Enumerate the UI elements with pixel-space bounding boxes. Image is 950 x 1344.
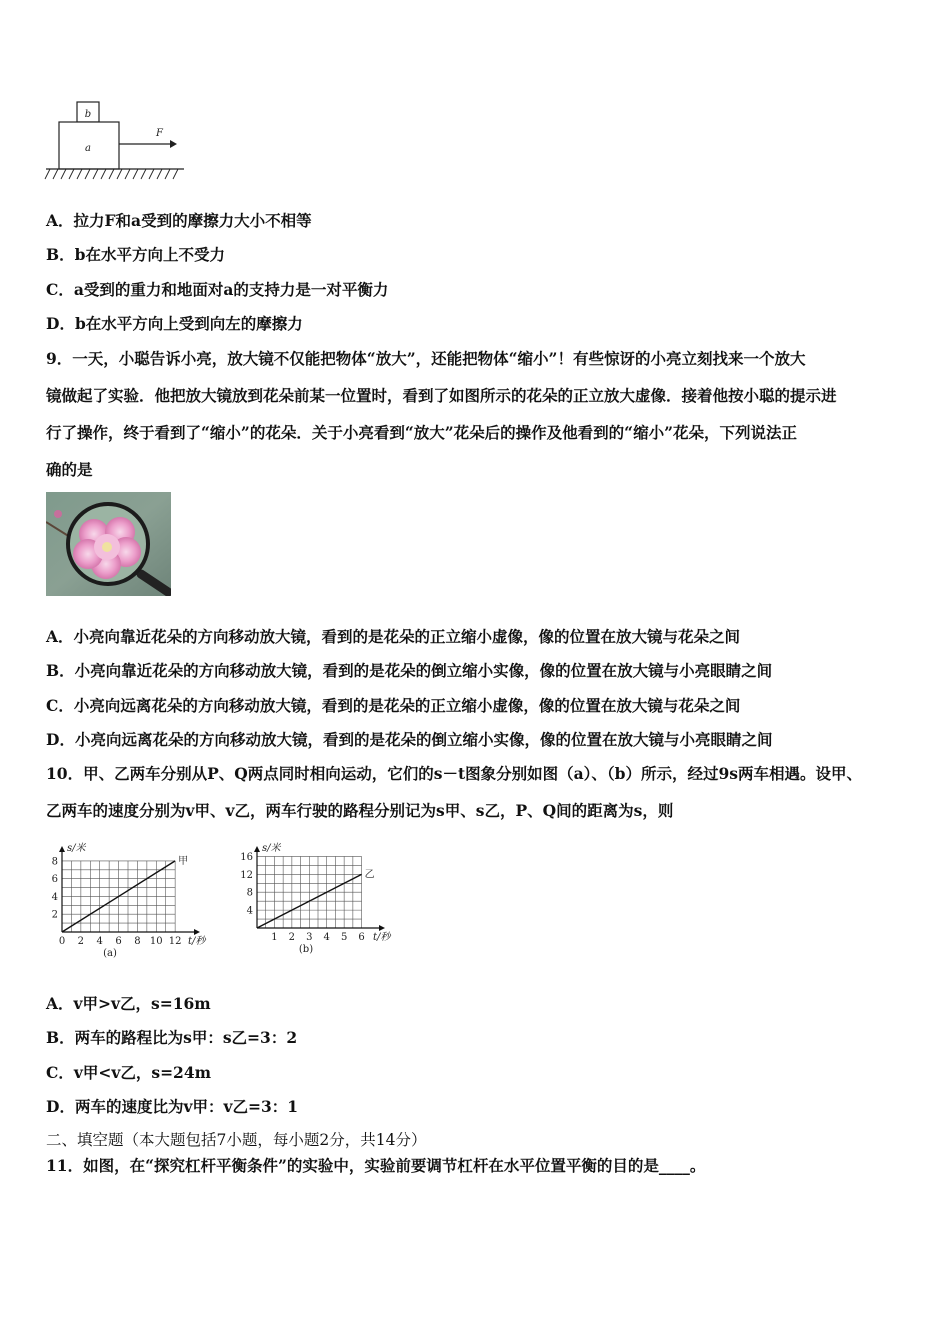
q9-option-a: A．小亮向靠近花朵的方向移动放大镜，看到的是花朵的正立缩小虚像，像的位置在放大镜与花朵之间 — [46, 627, 741, 646]
x-axis-label: t/秒 — [188, 936, 206, 947]
x-tick-label: 6 — [115, 936, 122, 947]
blocks-force-figure — [44, 98, 186, 184]
q9-option-d: D．小亮向远离花朵的方向移动放大镜，看到的是花朵的倒立缩小实像，像的位置在放大镜与小亮眼睛之间 — [46, 730, 773, 749]
x-tick-label: 1 — [271, 932, 278, 943]
q11-text: 11．如图，在“探究杠杆平衡条件”的实验中，实验前要调节杠杆在水平位置平衡的目的是____。 — [46, 1156, 706, 1175]
section2-heading: 二、填空题（本大题包括7小题，每小题2分，共14分） — [46, 1131, 427, 1149]
q9-option-b: B．小亮向靠近花朵的方向移动放大镜，看到的是花朵的倒立缩小实像，像的位置在放大镜与小亮眼睛之间 — [46, 661, 773, 680]
x-axis-label: t/秒 — [373, 932, 391, 943]
x-tick-label: 3 — [306, 932, 313, 943]
y-tick-label: 12 — [240, 869, 253, 881]
q9-text-line-1: 9．一天，小聪告诉小亮，放大镜不仅能把物体“放大”，还能把物体“缩小”！有些惊讶的小亮立刻找来一个放大 — [46, 349, 806, 368]
y-tick-label: 8 — [246, 887, 253, 899]
x-axis-arrow — [379, 925, 385, 931]
q10-option-a: A．v甲>v乙，s=16m — [46, 994, 211, 1013]
y-tick-label: 4 — [246, 905, 253, 917]
q9-text-line-2: 镜做起了实验．他把放大镜放到花朵前某一位置时，看到了如图所示的花朵的正立放大虚像．接着他按小聪的提示进 — [46, 386, 837, 405]
y-tick-label: 6 — [51, 874, 58, 886]
y-tick-label: 16 — [240, 851, 253, 863]
series-label: 甲 — [178, 855, 189, 867]
q9-text-line-4: 确的是 — [46, 460, 93, 479]
block-b-label: b — [84, 109, 92, 120]
x-tick-label: 8 — [134, 936, 141, 947]
x-tick-label: 2 — [77, 936, 85, 947]
y-tick-label: 4 — [51, 891, 58, 903]
x-tick-label: 4 — [96, 936, 103, 947]
x-tick-label: 4 — [323, 932, 330, 943]
q9-option-c: C．小亮向远离花朵的方向移动放大镜，看到的是花朵的正立缩小虚像，像的位置在放大镜与花朵之间 — [46, 696, 741, 715]
q8-option-c: C．a受到的重力和地面对a的支持力是一对平衡力 — [46, 280, 389, 299]
x-tick-label: 6 — [358, 932, 365, 943]
force-label: F — [156, 128, 163, 139]
x-tick-label: 12 — [168, 936, 182, 947]
magnifier-flower-photo — [46, 492, 171, 596]
x-tick-label: 10 — [149, 936, 163, 947]
x-tick-label: 5 — [340, 932, 348, 943]
y-axis-arrow — [59, 846, 65, 852]
ground-hatching — [45, 169, 178, 179]
chart-a — [44, 832, 219, 960]
chart-title: (b) — [298, 944, 314, 955]
block-a-label: a — [85, 143, 91, 154]
y-tick-label: 2 — [51, 909, 58, 921]
y-axis-label: s/米 — [67, 843, 86, 854]
q10-option-b: B．两车的路程比为s甲：s乙=3：2 — [46, 1028, 298, 1047]
y-axis-arrow — [254, 846, 260, 852]
series-label: 乙 — [364, 869, 375, 881]
x-tick-label: 0 — [58, 936, 66, 947]
q10-option-d: D．两车的速度比为v甲：v乙=3：1 — [46, 1097, 299, 1116]
x-axis-arrow — [194, 929, 200, 935]
force-arrowhead — [170, 140, 177, 148]
q8-option-d: D．b在水平方向上受到向左的摩擦力 — [46, 314, 303, 333]
q8-option-a: A．拉力F和a受到的摩擦力大小不相等 — [46, 211, 312, 230]
x-tick-label: 2 — [288, 932, 296, 943]
q8-option-b: B．b在水平方向上不受力 — [46, 245, 225, 264]
chart-title: (a) — [103, 948, 117, 959]
y-axis-label: s/米 — [262, 843, 281, 854]
q10-option-c: C．v甲<v乙，s=24m — [46, 1063, 212, 1082]
chart-b — [240, 832, 415, 960]
q9-text-line-3: 行了操作，终于看到了“缩小”的花朵．关于小亮看到“放大”花朵后的操作及他看到的“缩小”花朵，下列说法正 — [46, 423, 797, 442]
y-tick-label: 8 — [51, 856, 58, 868]
q10-text-line-2: 乙两车的速度分别为v甲、v乙，两车行驶的路程分别记为s甲、s乙，P、Q间的距离为s，则 — [46, 801, 674, 820]
q10-text-line-1: 10．甲、乙两车分别从P、Q两点同时相向运动，它们的s－t图象分别如图（a）、（b）所示，经过9s两车相遇。设甲、 — [46, 764, 863, 783]
